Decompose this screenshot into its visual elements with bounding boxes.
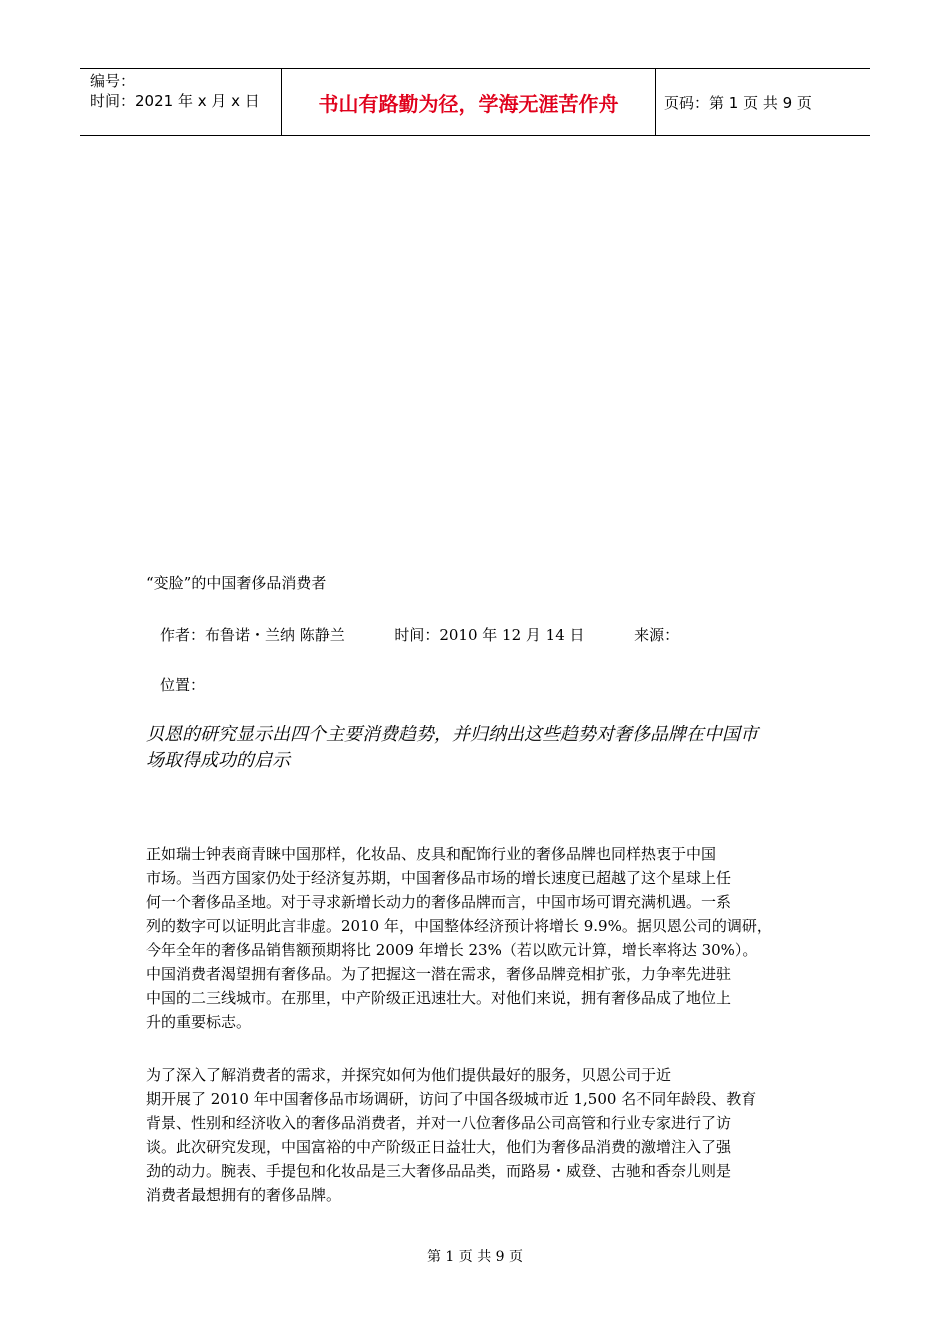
paragraph-line: 消费者最想拥有的奢侈品牌。 <box>146 1186 342 1204</box>
subtitle-line: 场取得成功的启示 <box>146 750 290 771</box>
paragraph-1 <box>146 842 822 1034</box>
article-title: “变脸”的中国奢侈品消费者 <box>146 574 327 592</box>
paragraph-line: 背景、性别和经济收入的奢侈品消费者，并对一八位奢侈品公司高管和行业专家进行了访 <box>146 1114 732 1132</box>
article-location: 位置： <box>160 676 206 694</box>
paragraph-line: 列的数字可以证明此言非虚。2010 年，中国整体经济预计将增长 9.9%。据贝恩公司的调研， <box>146 917 772 935</box>
paragraph-line: 劲的动力。腕表、手提包和化妆品是三大奢侈品品类，而路易・威登、古驰和香奈儿则是 <box>146 1162 732 1180</box>
page-footer: 第 1 页 共 9 页 <box>426 1249 524 1265</box>
header-left-cell <box>80 69 282 135</box>
article-subtitle <box>146 722 816 774</box>
header-page-info: 页码：第 1 页 共 9 页 <box>664 93 812 112</box>
paragraph-line: 市场。当西方国家仍处于经济复苏期，中国奢侈品市场的增长速度已超越了这个星球上任 <box>146 869 732 887</box>
paragraph-line: 中国的二三线城市。在那里，中产阶级正迅速壮大。对他们来说，拥有奢侈品成了地位上 <box>146 989 732 1007</box>
paragraph-line: 正如瑞士钟表商青睐中国那样，化妆品、皮具和配饰行业的奢侈品牌也同样热衷于中国 <box>146 845 717 863</box>
date-line: 时间：2021 年 x 月 x 日 <box>90 92 260 110</box>
paragraph-line: 升的重要标志。 <box>146 1013 252 1031</box>
paragraph-line: 为了深入了解消费者的需求，并探究如何为他们提供最好的服务，贝恩公司于近 <box>146 1066 672 1084</box>
paragraph-line: 中国消费者渴望拥有奢侈品。为了把握这一潜在需求，奢侈品牌竞相扩张，力争率先进驻 <box>146 965 732 983</box>
paragraph-line: 期开展了 2010 年中国奢侈品市场调研，访问了中国各级城市近 1,500 名不同年龄段、教育 <box>146 1090 757 1108</box>
header-motto: 书山有路勤为径，学海无涯苦作舟 <box>282 69 656 135</box>
article-source: 来源： <box>634 626 680 644</box>
paragraph-line: 今年全年的奢侈品销售额预期将比 2009 年增长 23%（若以欧元计算，增长率将达 30%）。 <box>146 941 758 959</box>
article-time: 时间：2010 年 12 月 14 日 <box>394 626 585 644</box>
paragraph-line: 谈。此次研究发现，中国富裕的中产阶级正日益壮大，他们为奢侈品消费的激增注入了强 <box>146 1138 732 1156</box>
serial-label: 编号： <box>90 72 136 90</box>
article-meta <box>160 624 679 645</box>
paragraph-line: 何一个奢侈品圣地。对于寻求新增长动力的奢侈品牌而言，中国市场可谓充满机遇。一系 <box>146 893 732 911</box>
subtitle-line: 贝恩的研究显示出四个主要消费趋势，并归纳出这些趋势对奢侈品牌在中国市 <box>146 724 758 745</box>
header-table <box>80 68 870 136</box>
article-author: 作者：布鲁诺・兰纳 陈静兰 <box>160 626 345 644</box>
paragraph-2 <box>146 1063 822 1207</box>
